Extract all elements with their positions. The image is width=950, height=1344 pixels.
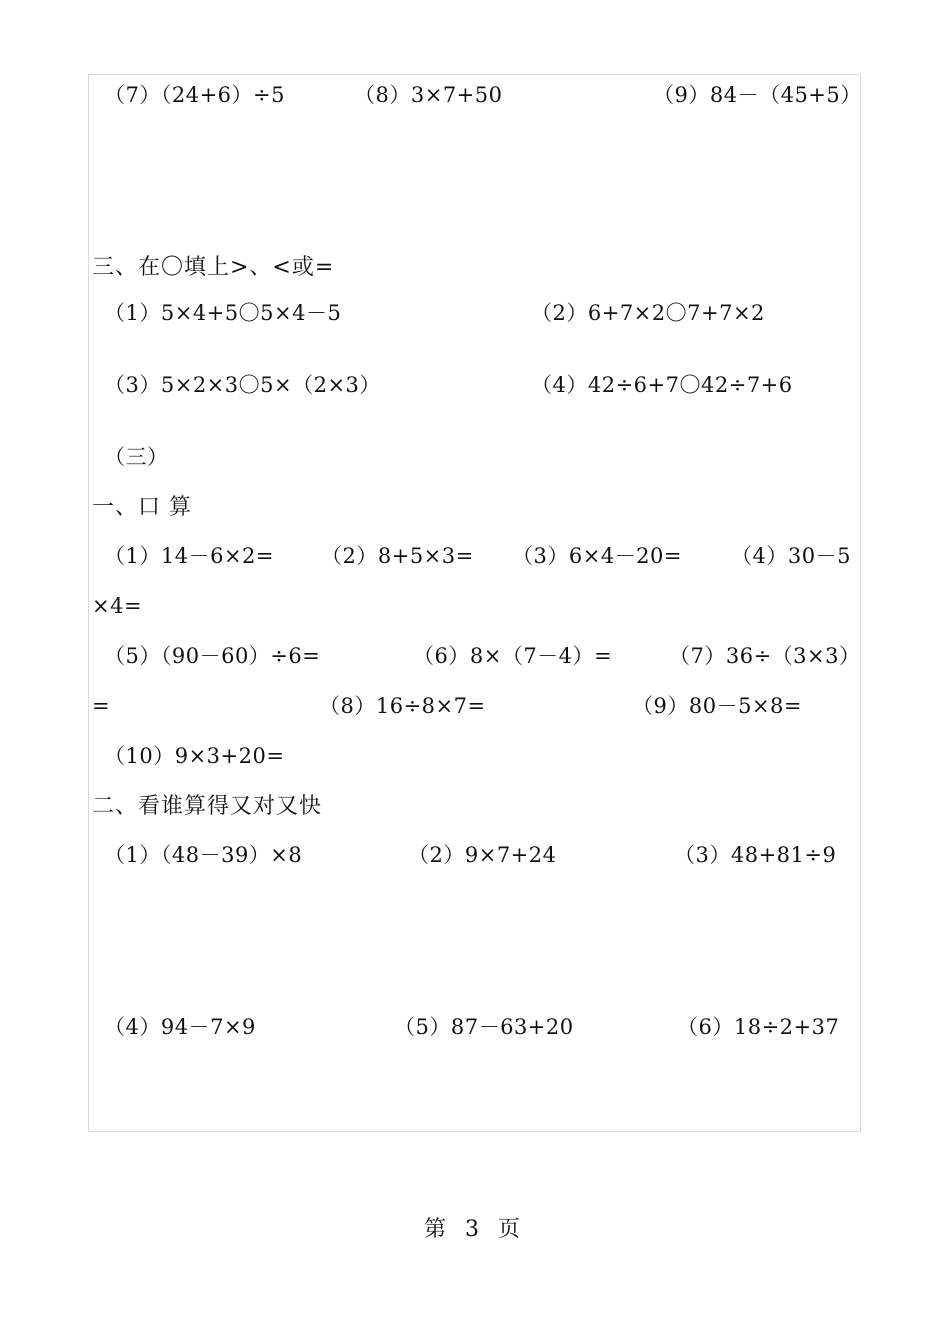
- quick-4: （4）94－7×9: [104, 1015, 256, 1039]
- section-heading-quick: 二、看谁算得又对又快: [92, 794, 323, 819]
- oral-9: （9）80－5×8=: [632, 694, 802, 718]
- quick-3: （3）48+81÷9: [674, 843, 837, 867]
- page-frame: [88, 74, 861, 1132]
- compare-item-2: （2）6+7×2〇7+7×2: [531, 301, 765, 325]
- quick-5: （5）87－63+20: [394, 1015, 574, 1039]
- oral-7: （7）36÷（3×3）: [669, 644, 861, 668]
- compare-item-1: （1）5×4+5〇5×4－5: [104, 301, 342, 325]
- problem-7: （7）（24+6）÷5: [104, 83, 285, 107]
- quick-1: （1）（48－39）×8: [104, 843, 303, 867]
- quick-2: （2）9×7+24: [408, 843, 557, 867]
- section-heading-oral: 一、口 算: [92, 495, 192, 520]
- quick-6: （6）18÷2+37: [677, 1015, 840, 1039]
- oral-1: （1）14－6×2=: [104, 544, 274, 568]
- compare-item-3: （3）5×2×3〇5×（2×3）: [104, 373, 381, 397]
- oral-2: （2）8+5×3=: [321, 544, 474, 568]
- oral-4: （4）30－5: [731, 544, 851, 568]
- problem-8: （8）3×7+50: [354, 83, 503, 107]
- oral-7-wrap: =: [92, 694, 111, 718]
- problem-9: （9）84－（45+5）: [653, 83, 862, 107]
- section-heading-compare: 三、在〇填上>、<或=: [92, 255, 335, 280]
- oral-5: （5）（90－60）÷6=: [104, 644, 321, 668]
- oral-3: （3）6×4－20=: [512, 544, 682, 568]
- page-number: 第 3 页: [424, 1217, 526, 1242]
- compare-item-4: （4）42÷6+7〇42÷7+6: [531, 373, 793, 397]
- oral-6: （6）8×（7－4）=: [413, 644, 613, 668]
- part-label: （三）: [104, 445, 169, 469]
- oral-4-wrap: ×4=: [92, 594, 143, 618]
- oral-8: （8）16÷8×7=: [319, 694, 486, 718]
- oral-10: （10）9×3+20=: [104, 744, 285, 768]
